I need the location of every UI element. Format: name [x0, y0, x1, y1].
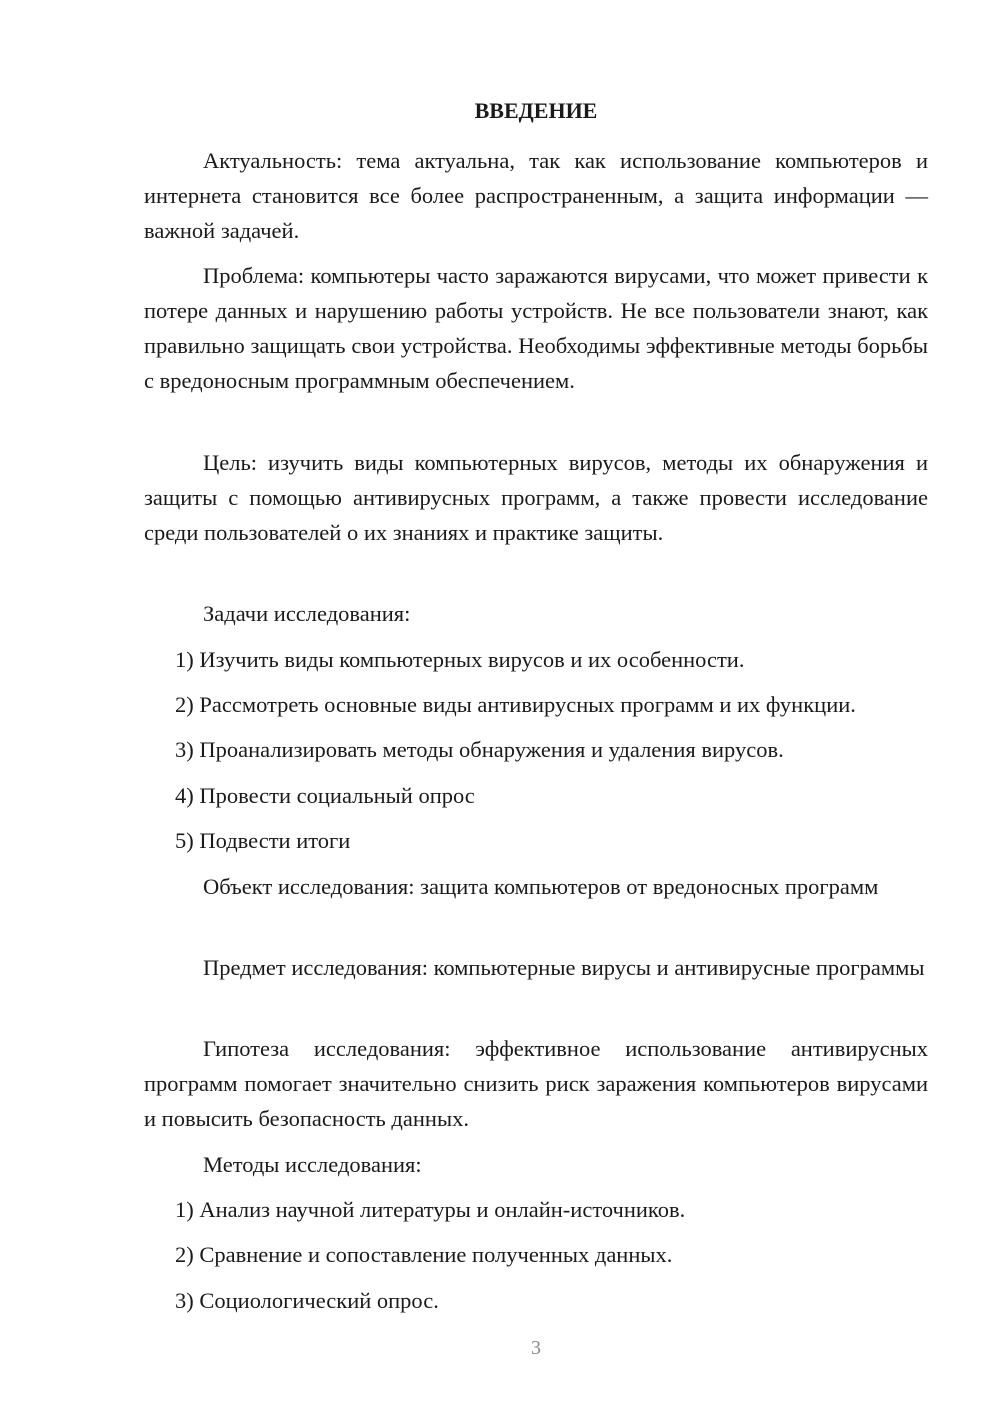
hypothesis-paragraph: Гипотеза исследования: эффективное использование антивирусных программ помогает значительно снизить риск заражения компьютеров вирусами и повысить безопасность данных.	[144, 1036, 928, 1131]
object-paragraph: Объект исследования: защита компьютеров от вредоносных программ	[203, 874, 879, 899]
page-title: ВВЕДЕНИЕ	[474, 98, 598, 123]
goal-paragraph: Цель: изучить виды компьютерных вирусов, методы их обнаружения и защиты с помощью антивирусных программ, а также провести исследование среди пользователей о их знаниях и практике защиты.	[144, 450, 928, 545]
task-item: 3) Проанализировать методы обнаружения и удаления вирусов.	[175, 737, 784, 762]
task-item: 4) Провести социальный опрос	[175, 783, 475, 808]
task-item: 2) Рассмотреть основные виды антивирусных программ и их функции.	[175, 692, 856, 717]
task-item: 1) Изучить виды компьютерных вирусов и их особенности.	[175, 647, 745, 672]
problem-paragraph: Проблема: компьютеры часто заражаются вирусами, что может привести к потере данных и нарушению работы устройств. Не все пользователи знают, как правильно защищать свои устройства. Необходимы эффективные методы борьбы с вредоносным программным обеспечением.	[144, 263, 928, 393]
task-item: 5) Подвести итоги	[175, 828, 351, 853]
methods-heading: Методы исследования:	[203, 1152, 422, 1177]
method-item: 2) Сравнение и сопоставление полученных данных.	[175, 1242, 673, 1267]
page-number: 3	[531, 1337, 541, 1359]
document-page	[144, 0, 928, 1414]
relevance-paragraph: Актуальность: тема актуальна, так как использование компьютеров и интернета становится все более распространенным, а защита информации — важной задачей.	[144, 148, 928, 243]
method-item: 3) Социологический опрос.	[175, 1288, 439, 1313]
subject-paragraph: Предмет исследования: компьютерные вирусы и антивирусные программы	[203, 955, 925, 980]
method-item: 1) Анализ научной литературы и онлайн-источников.	[175, 1197, 686, 1222]
tasks-heading: Задачи исследования:	[203, 601, 411, 626]
